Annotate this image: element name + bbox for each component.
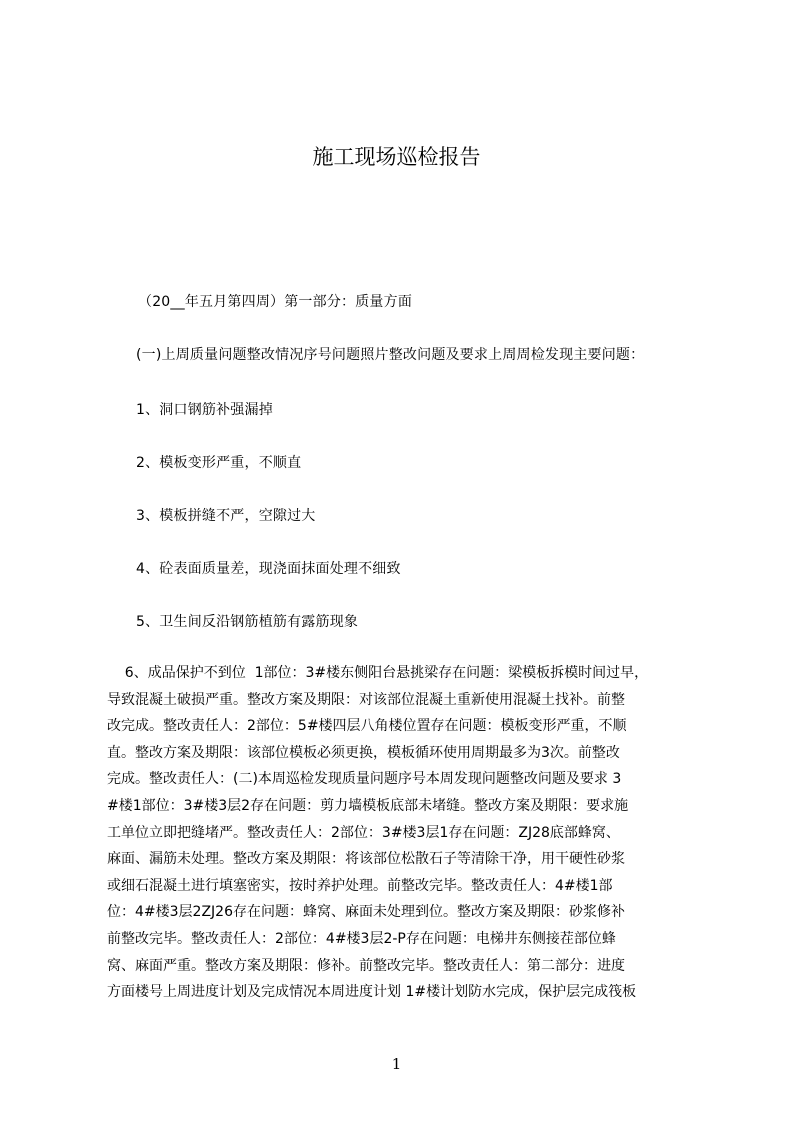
paragraph-line: 直。整改方案及期限：该部位模板必须更换，模板循环使用周期最多为3次。前整改 xyxy=(107,744,620,761)
page-title: 施工现场巡检报告 xyxy=(312,145,481,169)
paragraph-line: 麻面、漏筋未处理。整改方案及期限：将该部位松散石子等清除干净，用干硬性砂浆 xyxy=(107,851,625,868)
body-paragraph xyxy=(107,660,700,1034)
page-number: 1 xyxy=(391,1055,402,1073)
paragraph-line: 窝、麻面严重。整改方案及期限：修补。前整改完毕。整改责任人：第二部分：进度 xyxy=(107,957,625,974)
paragraph-line: 工单位立即把缝堵严。整改责任人：2部位：3#楼3层1存在问题：ZJ28底部蜂窝、 xyxy=(107,824,620,841)
paragraph-line: 改完成。整改责任人：2部位：5#楼四层八角楼位置存在问题：模板变形严重，不顺 xyxy=(107,718,627,735)
paragraph-line: 或细石混凝土进行填塞密实，按时养护处理。前整改完毕。整改责任人：4#楼1部 xyxy=(107,877,613,894)
list-item: 5、卫生间反沿钢筋植筋有露筋现象 xyxy=(136,614,359,630)
list-item: 4、砼表面质量差，现浇面抹面处理不细致 xyxy=(136,561,401,577)
paragraph-line: 方面楼号上周进度计划及完成情况本周进度计划 1#楼计划防水完成，保护层完成筏板 xyxy=(107,984,637,1001)
paragraph-line: 完成。整改责任人：(二)本周巡检发现质量问题序号本周发现问题整改问题及要求 3 xyxy=(107,771,622,788)
section-heading: (一)上周质量问题整改情况序号问题照片整改问题及要求上周周检发现主要问题： xyxy=(136,347,645,363)
paragraph-line: 位：4#楼3层2ZJ26存在问题：蜂窝、麻面未处理到位。整改方案及期限：砂浆修补 xyxy=(107,904,625,921)
list-item: 1、洞口钢筋补强漏掉 xyxy=(136,402,273,418)
paragraph-line: 导致混凝土破损严重。整改方案及期限：对该部位混凝土重新使用混凝土找补。前整 xyxy=(107,691,625,708)
paragraph-line: 6、成品保护不到位 1部位：3#楼东侧阳台悬挑梁存在问题：梁模板拆模时间过早， xyxy=(107,665,649,681)
intro-line: （20__年五月第四周）第一部分：质量方面 xyxy=(138,294,413,310)
paragraph-line: #楼1部位：3#楼3层2存在问题：剪力墙模板底部未堵缝。整改方案及期限：要求施 xyxy=(107,797,629,814)
paragraph-line: 前整改完毕。整改责任人：2部位：4#楼3层2-P存在问题：电梯井东侧接茬部位蜂 xyxy=(107,930,616,947)
list-item: 2、模板变形严重，不顺直 xyxy=(136,455,302,471)
list-item: 3、模板拼缝不严，空隙过大 xyxy=(136,508,316,524)
